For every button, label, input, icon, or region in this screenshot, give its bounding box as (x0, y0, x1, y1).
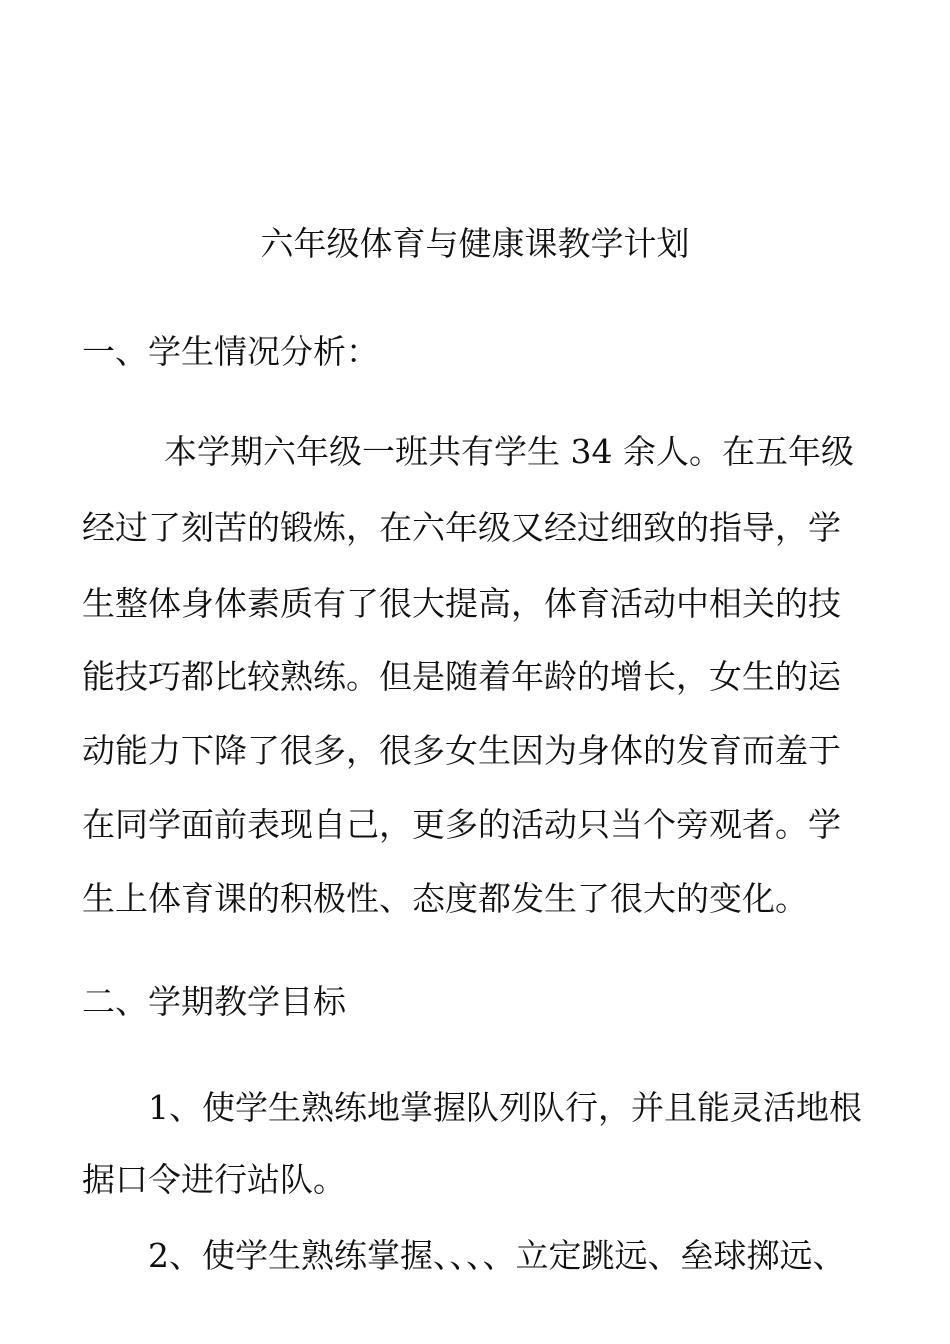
section-heading-teaching-goals: 二、学期教学目标 (82, 982, 346, 1021)
section-heading-student-analysis: 一、学生情况分析： (82, 332, 379, 371)
paragraph-line: 在同学面前表现自己，更多的活动只当个旁观者。学 (82, 805, 841, 844)
document-title: 六年级体育与健康课教学计划 (260, 224, 690, 263)
paragraph-line: 生整体身体素质有了很大提高，体育活动中相关的技 (82, 584, 841, 623)
paragraph-line: 本学期六年级一班共有学生 34 余人。在五年级 (164, 432, 854, 471)
paragraph-line: 能技巧都比较熟练。但是随着年龄的增长，女生的运 (82, 657, 841, 696)
goal-item-1-line: 1、使学生熟练地掌握队列队行，并且能灵活地根 (148, 1088, 862, 1127)
goal-item-2-line: 2、使学生熟练掌握、、、、立定跳远、垒球掷远、 (148, 1236, 846, 1275)
goal-item-1-line: 据口令进行站队。 (82, 1160, 346, 1199)
paragraph-line: 生上体育课的积极性、态度都发生了很大的变化。 (82, 879, 808, 918)
paragraph-line: 经过了刻苦的锻炼，在六年级又经过细致的指导，学 (82, 508, 841, 547)
paragraph-line: 动能力下降了很多，很多女生因为身体的发育而羞于 (82, 731, 841, 770)
